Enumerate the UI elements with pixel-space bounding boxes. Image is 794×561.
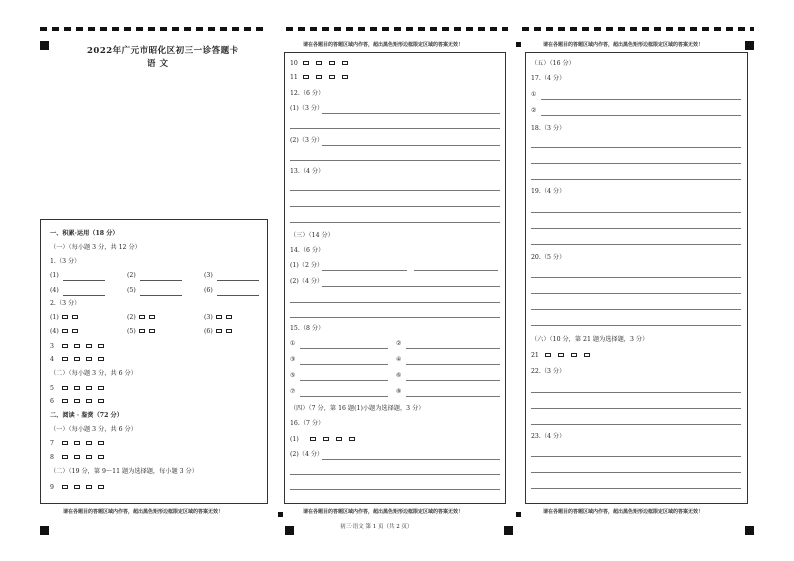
corner-mark-tl xyxy=(40,41,49,50)
question-label: (1)（3 分） xyxy=(290,105,324,112)
answer-line[interactable] xyxy=(290,206,500,207)
answer-line[interactable] xyxy=(531,408,741,409)
question-label: (2)（4 分） xyxy=(290,278,324,285)
question-label: (2)（4 分） xyxy=(290,451,324,458)
choice-box[interactable] xyxy=(62,329,68,333)
choice-box-c[interactable] xyxy=(86,441,92,445)
item-label: ② xyxy=(531,107,537,114)
choice-box-d[interactable] xyxy=(98,386,104,390)
item-label: ⑥ xyxy=(396,372,402,379)
corner-mark-tr xyxy=(745,41,754,50)
choice-box[interactable] xyxy=(216,329,222,333)
side-mark xyxy=(278,512,283,517)
choice-box-a[interactable] xyxy=(303,75,309,79)
part-heading: （四）（7 分，第 16 题(1)小题为选择题，3 分） xyxy=(290,405,425,412)
answer-line[interactable] xyxy=(290,160,500,161)
blank-line[interactable] xyxy=(63,280,105,281)
answer-line[interactable] xyxy=(290,302,500,303)
question-number: 8 xyxy=(50,454,54,461)
question-label: 22.（3 分） xyxy=(531,368,566,375)
question-label: 16.（7 分） xyxy=(290,420,325,427)
notice-col2-bottom: 请在各题目的答题区域内作答，超出黑色矩形边框限定区域的答案无效！ xyxy=(303,509,464,515)
item-label: ③ xyxy=(290,356,296,363)
choice-box-b[interactable] xyxy=(74,485,80,489)
option-label: (4) xyxy=(50,328,59,335)
corner-mark-bc xyxy=(285,526,294,535)
option-label: (5) xyxy=(127,328,136,335)
answer-line[interactable] xyxy=(406,380,500,381)
question-label: 15.（8 分） xyxy=(290,325,325,332)
item-label: ⑦ xyxy=(290,388,296,395)
notice-col1-bottom: 请在各题目的答题区域内作答，超出黑色矩形边框限定区域的答案无效！ xyxy=(63,509,224,515)
item-label: ⑤ xyxy=(290,372,296,379)
choice-box[interactable] xyxy=(139,315,145,319)
choice-box-d[interactable] xyxy=(342,61,348,65)
choice-box-d[interactable] xyxy=(98,399,104,403)
timing-marks-top-left xyxy=(40,26,270,31)
question-number: 11 xyxy=(290,74,298,81)
answer-line[interactable] xyxy=(322,459,500,460)
answer-line[interactable] xyxy=(414,270,498,271)
choice-box-a[interactable] xyxy=(545,353,551,357)
choice-box-c[interactable] xyxy=(86,357,92,361)
answer-line[interactable] xyxy=(531,309,741,310)
question-number: 21 xyxy=(531,352,539,359)
blank-label: (6) xyxy=(204,287,213,294)
choice-box-d[interactable] xyxy=(98,485,104,489)
choice-box-c[interactable] xyxy=(571,353,577,357)
choice-box-a[interactable] xyxy=(62,357,68,361)
choice-box-b[interactable] xyxy=(323,437,329,441)
answer-line[interactable] xyxy=(300,380,388,381)
answer-line[interactable] xyxy=(531,456,741,457)
answer-line[interactable] xyxy=(406,396,500,397)
choice-box-c[interactable] xyxy=(86,485,92,489)
choice-box-a[interactable] xyxy=(303,61,309,65)
item-label: ① xyxy=(290,340,296,347)
choice-box-a[interactable] xyxy=(62,386,68,390)
part-heading: （二）（19 分，第 9～11 题为选择题，每小题 3 分） xyxy=(50,468,198,475)
answer-line[interactable] xyxy=(531,325,741,326)
answer-line[interactable] xyxy=(322,113,500,114)
question-label: 12.（6 分） xyxy=(290,90,325,97)
answer-line[interactable] xyxy=(531,212,741,213)
choice-box[interactable] xyxy=(226,329,232,333)
question-label: 23.（4 分） xyxy=(531,433,566,440)
part-heading: （一）（每小题 3 分，共 6 分） xyxy=(50,426,137,433)
corner-mark-br xyxy=(745,526,754,535)
notice-col2-top: 请在各题目的答题区域内作答，超出黑色矩形边框限定区域的答案无效！ xyxy=(303,42,464,48)
question-label: 2.（3 分） xyxy=(50,300,81,307)
question-number: 10 xyxy=(290,60,298,67)
choice-box[interactable] xyxy=(226,315,232,319)
item-label: ② xyxy=(396,340,402,347)
choice-box[interactable] xyxy=(62,315,68,319)
choice-box-a[interactable] xyxy=(62,344,68,348)
choice-box-d[interactable] xyxy=(98,357,104,361)
answer-line[interactable] xyxy=(300,348,388,349)
answer-line[interactable] xyxy=(322,145,500,146)
blank-line[interactable] xyxy=(217,280,259,281)
question-number: 5 xyxy=(50,385,54,392)
blank-label: (4) xyxy=(50,287,59,294)
answer-line[interactable] xyxy=(300,364,388,365)
answer-line[interactable] xyxy=(290,222,500,223)
blank-line[interactable] xyxy=(140,280,182,281)
answer-line[interactable] xyxy=(531,179,741,180)
question-label: 13.（4 分） xyxy=(290,168,325,175)
question-label: (1)（2 分） xyxy=(290,262,324,269)
answer-line[interactable] xyxy=(531,472,741,473)
choice-box-a[interactable] xyxy=(62,485,68,489)
timing-marks-top-right xyxy=(522,26,754,31)
option-label: (3) xyxy=(204,314,213,321)
answer-line[interactable] xyxy=(531,277,741,278)
item-label: ④ xyxy=(396,356,402,363)
question-number: 3 xyxy=(50,343,54,350)
choice-box-b[interactable] xyxy=(74,455,80,459)
side-mark xyxy=(516,42,521,47)
choice-box-b[interactable] xyxy=(316,75,322,79)
choice-box[interactable] xyxy=(149,315,155,319)
question-label: 14.（6 分） xyxy=(290,247,325,254)
blank-label: (1) xyxy=(50,272,59,279)
answer-line[interactable] xyxy=(290,190,500,191)
part-heading: （二）（每小题 3 分，共 6 分） xyxy=(50,370,137,377)
choice-box-c[interactable] xyxy=(86,455,92,459)
choice-box-d[interactable] xyxy=(584,353,590,357)
question-number: 4 xyxy=(50,356,54,363)
answer-line[interactable] xyxy=(290,489,500,490)
choice-box-b[interactable] xyxy=(74,344,80,348)
blank-line[interactable] xyxy=(140,295,182,296)
question-label: (2)（3 分） xyxy=(290,137,324,144)
choice-box-b[interactable] xyxy=(74,386,80,390)
question-number: 9 xyxy=(50,484,54,491)
question-label: 18.（3 分） xyxy=(531,125,566,132)
part-heading: （五）（16 分） xyxy=(531,60,575,67)
answer-line[interactable] xyxy=(531,228,741,229)
corner-mark-bl xyxy=(40,526,49,535)
choice-box[interactable] xyxy=(72,315,78,319)
choice-box[interactable] xyxy=(149,329,155,333)
question-number: 7 xyxy=(50,440,54,447)
side-mark xyxy=(516,512,521,517)
notice-col3-bottom: 请在各题目的答题区域内作答，超出黑色矩形边框限定区域的答案无效！ xyxy=(543,509,704,515)
choice-box-a[interactable] xyxy=(62,399,68,403)
choice-box-c[interactable] xyxy=(86,386,92,390)
item-label: ⑧ xyxy=(396,388,402,395)
answer-line[interactable] xyxy=(290,474,500,475)
page-title: 2022年广元市昭化区初三一诊答题卡 xyxy=(87,46,239,56)
choice-box-a[interactable] xyxy=(62,455,68,459)
corner-mark-bc2 xyxy=(504,526,513,535)
choice-box-d[interactable] xyxy=(98,344,104,348)
choice-box-a[interactable] xyxy=(310,437,316,441)
choice-box-d[interactable] xyxy=(98,441,104,445)
answer-line[interactable] xyxy=(300,396,388,397)
question-label: 17.（4 分） xyxy=(531,75,566,82)
choice-box-d[interactable] xyxy=(349,437,355,441)
answer-line[interactable] xyxy=(290,317,500,318)
blank-label: (2) xyxy=(127,272,136,279)
question-label: (1) xyxy=(290,436,299,443)
choice-box[interactable] xyxy=(216,315,222,319)
answer-line[interactable] xyxy=(406,364,500,365)
choice-box-d[interactable] xyxy=(98,455,104,459)
choice-box[interactable] xyxy=(139,329,145,333)
option-label: (2) xyxy=(127,314,136,321)
part-heading: （一）（每小题 3 分，共 12 分） xyxy=(50,244,141,251)
choice-box-d[interactable] xyxy=(342,75,348,79)
option-label: (1) xyxy=(50,314,59,321)
question-number: 6 xyxy=(50,398,54,405)
choice-box-b[interactable] xyxy=(74,441,80,445)
choice-box-b[interactable] xyxy=(74,399,80,403)
answer-line[interactable] xyxy=(531,392,741,393)
answer-line[interactable] xyxy=(531,293,741,294)
item-label: ① xyxy=(531,91,537,98)
blank-line[interactable] xyxy=(63,295,105,296)
blank-label: (3) xyxy=(204,272,213,279)
answer-line[interactable] xyxy=(406,348,500,349)
question-label: 20.（5 分） xyxy=(531,254,566,261)
section-heading: 一、积累·运用（18 分） xyxy=(50,230,119,237)
choice-box-c[interactable] xyxy=(86,399,92,403)
answer-line[interactable] xyxy=(322,286,500,287)
page-footer: 初三·语文 第 1 页（共 2 页） xyxy=(340,524,413,530)
blank-label: (5) xyxy=(127,287,136,294)
question-label: 1.（3 分） xyxy=(50,258,81,265)
answer-line[interactable] xyxy=(290,128,500,129)
answer-line[interactable] xyxy=(531,244,741,245)
part-heading: （三）（14 分） xyxy=(290,232,334,239)
choice-box-b[interactable] xyxy=(74,357,80,361)
choice-box-c[interactable] xyxy=(329,61,335,65)
answer-line[interactable] xyxy=(541,115,741,116)
subject-title: 语 文 xyxy=(147,59,169,69)
answer-line[interactable] xyxy=(541,99,741,100)
choice-box-c[interactable] xyxy=(336,437,342,441)
choice-box-b[interactable] xyxy=(558,353,564,357)
question-label: 19.（4 分） xyxy=(531,188,566,195)
notice-col3-top: 请在各题目的答题区域内作答，超出黑色矩形边框限定区域的答案无效！ xyxy=(543,42,704,48)
answer-line[interactable] xyxy=(531,147,741,148)
choice-box-b[interactable] xyxy=(316,61,322,65)
answer-line[interactable] xyxy=(322,270,407,271)
answer-line[interactable] xyxy=(531,488,741,489)
blank-line[interactable] xyxy=(217,295,259,296)
option-label: (6) xyxy=(204,328,213,335)
section-heading: 二、阅读 · 鉴赏（72 分） xyxy=(50,412,123,419)
answer-line[interactable] xyxy=(531,163,741,164)
choice-box-c[interactable] xyxy=(329,75,335,79)
choice-box-a[interactable] xyxy=(62,441,68,445)
choice-box-c[interactable] xyxy=(86,344,92,348)
part-heading: （六）（10 分，第 21 题为选择题，3 分） xyxy=(531,336,649,343)
timing-marks-top-mid xyxy=(286,26,508,31)
choice-box[interactable] xyxy=(72,329,78,333)
answer-line[interactable] xyxy=(531,424,741,425)
